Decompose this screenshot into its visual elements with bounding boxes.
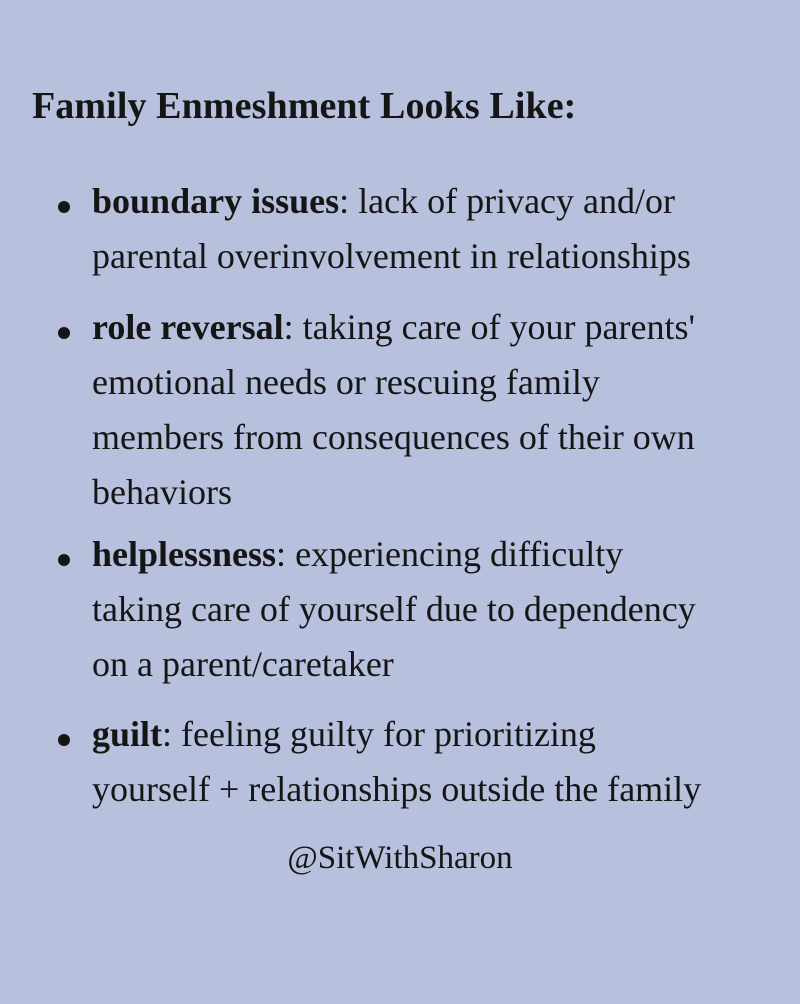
bullet-term: helplessness xyxy=(92,534,277,574)
page-title: Family Enmeshment Looks Like: xyxy=(32,85,577,127)
bullet-line: yourself + relationships outside the family xyxy=(92,769,702,809)
bullet-icon xyxy=(58,327,70,339)
list-item-guilt xyxy=(58,714,758,809)
bullet-line: parental overinvolvement in relationships xyxy=(92,236,691,276)
bullet-line xyxy=(92,309,695,345)
list-item-helplessness xyxy=(58,534,758,684)
bullet-separator: : xyxy=(283,307,294,347)
bullet-term: guilt xyxy=(92,714,163,754)
bullet-line xyxy=(92,183,675,219)
bullet-separator: : xyxy=(339,181,350,221)
bullet-term: role reversal xyxy=(92,307,284,347)
bullet-description: feeling guilty for prioritizing xyxy=(172,714,596,754)
bullet-separator: : xyxy=(276,534,287,574)
list-item-role-reversal xyxy=(58,307,758,512)
bullet-icon xyxy=(58,734,70,746)
bullet-icon xyxy=(58,554,70,566)
bullet-term: boundary issues xyxy=(92,181,340,221)
footer-social-handle: @SitWithSharon xyxy=(287,840,513,876)
bullet-line: emotional needs or rescuing family xyxy=(92,362,600,402)
bullet-description: taking care of your parents' xyxy=(293,307,695,347)
bullet-icon xyxy=(58,201,70,213)
bullet-line xyxy=(92,716,596,752)
list-item-boundary-issues xyxy=(58,181,758,276)
bullet-separator: : xyxy=(162,714,173,754)
bullet-line: taking care of yourself due to dependency xyxy=(92,589,696,629)
bullet-line: on a parent/caretaker xyxy=(92,644,394,684)
bullet-line: members from consequences of their own xyxy=(92,417,695,457)
bullet-line: behaviors xyxy=(92,472,232,512)
bullet-description: lack of privacy and/or xyxy=(349,181,675,221)
bullet-line xyxy=(92,536,623,572)
bullet-description: experiencing difficulty xyxy=(286,534,624,574)
